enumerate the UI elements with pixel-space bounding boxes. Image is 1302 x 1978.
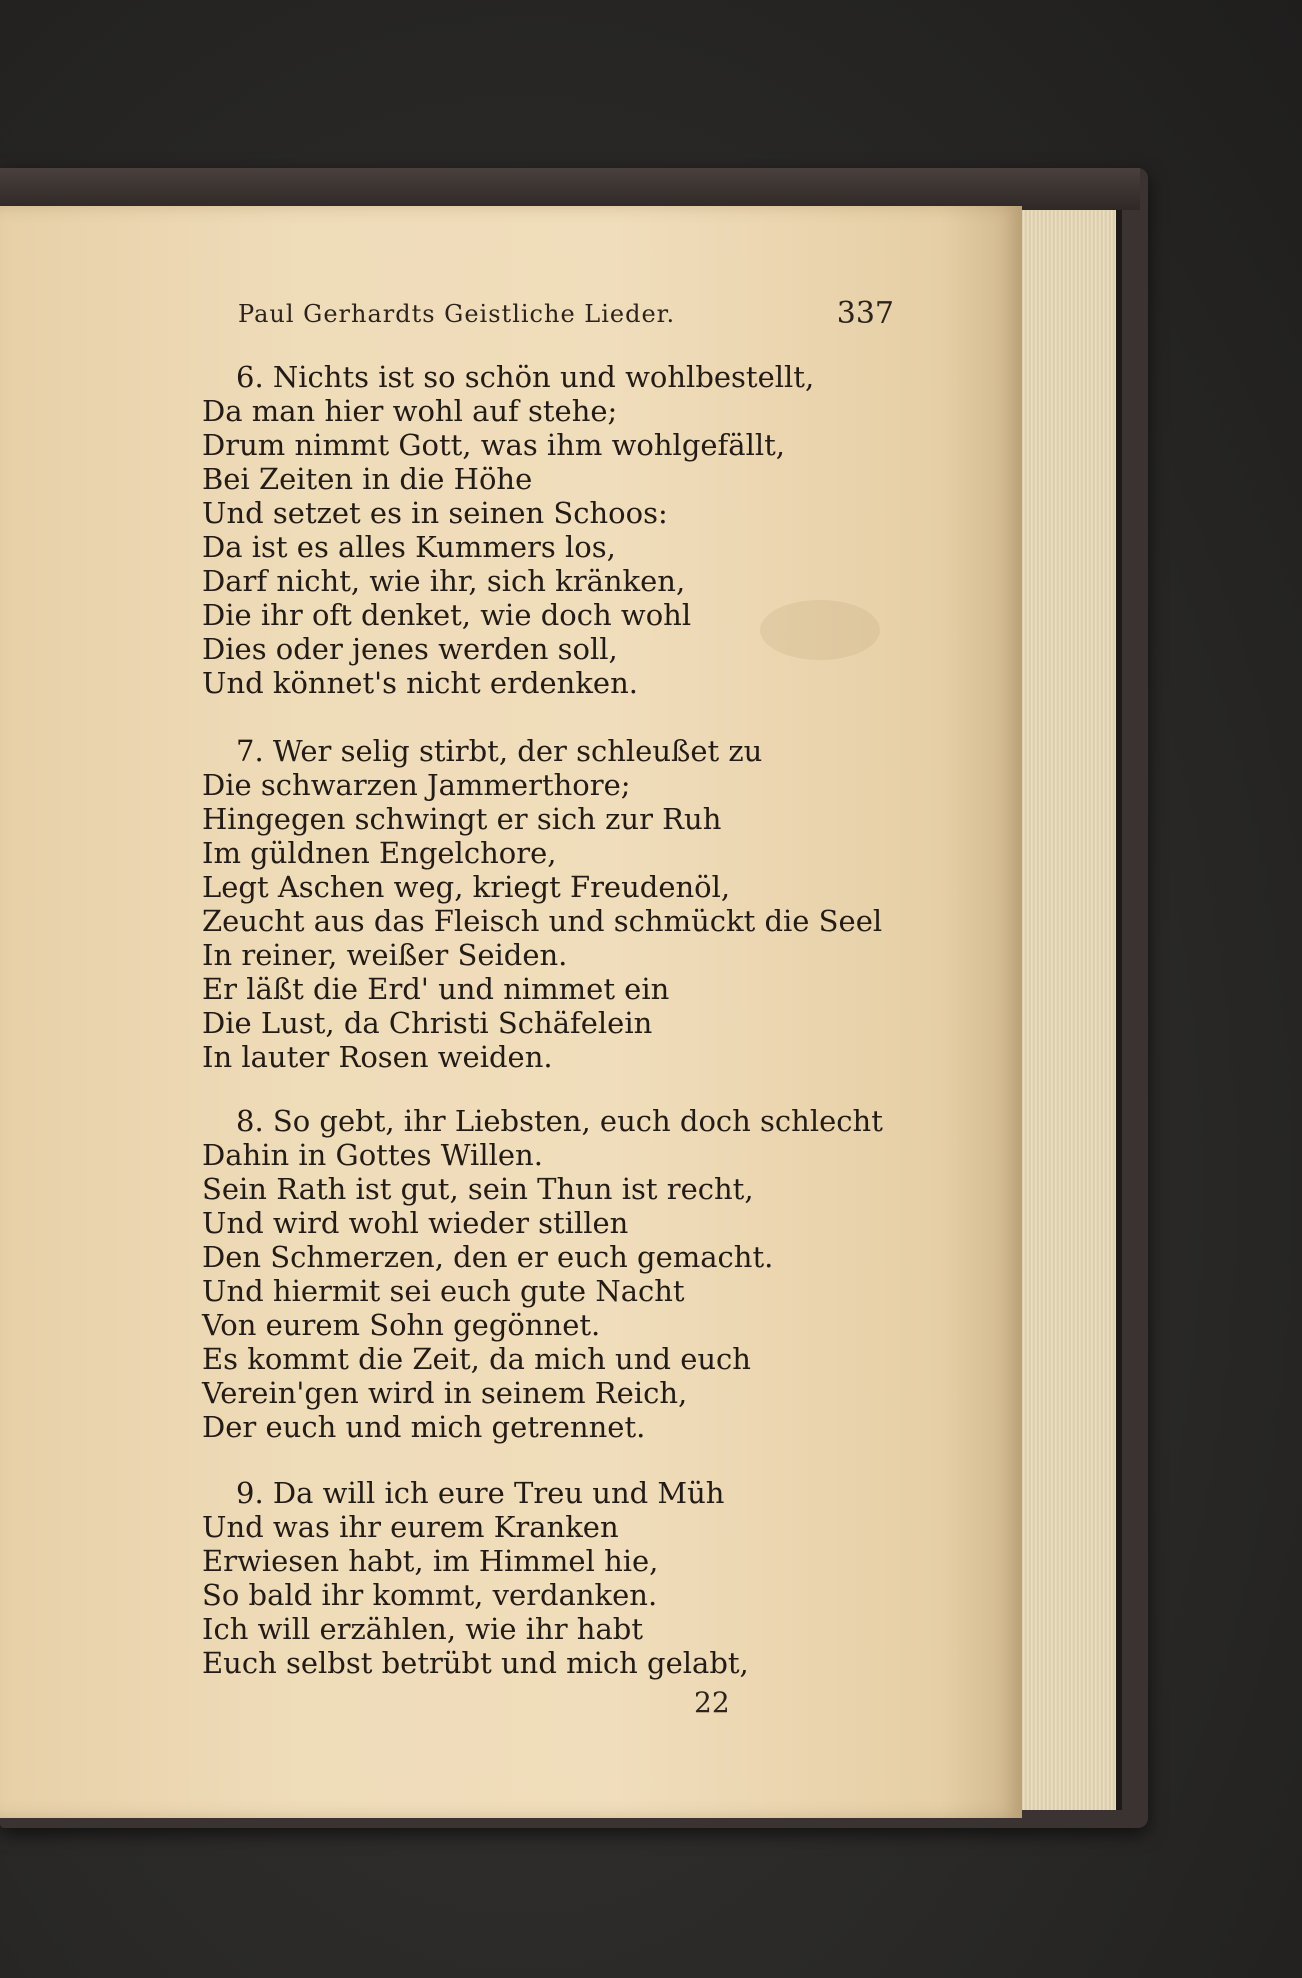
verse-line: In reiner, weißer Seiden.: [202, 938, 568, 972]
verse-line: Legt Aschen weg, kriegt Freudenöl,: [202, 870, 731, 904]
signature-mark: 22: [694, 1686, 730, 1719]
verse-line: Dies oder jenes werden soll,: [202, 632, 618, 666]
verse-line: Und setzet es in seinen Schoos:: [202, 496, 668, 530]
verse-line: 7. Wer selig stirbt, der schleußet zu: [236, 734, 763, 768]
verse-line: Und hiermit sei euch gute Nacht: [202, 1274, 685, 1308]
verse-line: Erwiesen habt, im Himmel hie,: [202, 1544, 659, 1578]
verse-line: Bei Zeiten in die Höhe: [202, 462, 533, 496]
verse-line: Die schwarzen Jammerthore;: [202, 768, 631, 802]
book-cover-top-edge: [0, 168, 1140, 210]
running-header: [238, 296, 894, 340]
verse-line: Dahin in Gottes Willen.: [202, 1138, 543, 1172]
stanza-9: [202, 1476, 882, 1680]
verse-line: Und wird wohl wieder stillen: [202, 1206, 629, 1240]
verse-line: Von eurem Sohn gegönnet.: [202, 1308, 601, 1342]
verse-line: In lauter Rosen weiden.: [202, 1040, 553, 1074]
stanza-7: [202, 734, 882, 1074]
stanza-6: [202, 360, 882, 700]
page-edges: [1020, 210, 1122, 1810]
verse-line: Da man hier wohl auf stehe;: [202, 394, 618, 428]
verse-line: So bald ihr kommt, verdanken.: [202, 1578, 658, 1612]
verse-line: Drum nimmt Gott, was ihm wohlgefällt,: [202, 428, 785, 462]
verse-line: Darf nicht, wie ihr, sich kränken,: [202, 564, 686, 598]
verse-line: Zeucht aus das Fleisch und schmückt die Seel: [202, 904, 883, 938]
verse-line: Und könnet's nicht erdenken.: [202, 666, 638, 700]
verse-line: Da ist es alles Kummers los,: [202, 530, 616, 564]
verse-line: Der euch und mich getrennet.: [202, 1410, 646, 1444]
verse-line: Die ihr oft denket, wie doch wohl: [202, 598, 692, 632]
verse-line: 9. Da will ich eure Treu und Müh: [236, 1476, 725, 1510]
verse-line: 8. So gebt, ihr Liebsten, euch doch schlecht: [236, 1104, 883, 1138]
verse-line: Den Schmerzen, den er euch gemacht.: [202, 1240, 774, 1274]
running-title: Paul Gerhardts Geistliche Lieder.: [238, 300, 676, 328]
verse-line: Hingegen schwingt er sich zur Ruh: [202, 802, 722, 836]
verse-line: Die Lust, da Christi Schäfelein: [202, 1006, 653, 1040]
verse-line: Im güldnen Engelchore,: [202, 836, 557, 870]
verse-line: Er läßt die Erd' und nimmet ein: [202, 972, 670, 1006]
verse-line: Ich will erzählen, wie ihr habt: [202, 1612, 643, 1646]
verse-line: Und was ihr eurem Kranken: [202, 1510, 619, 1544]
verse-line: Sein Rath ist gut, sein Thun ist recht,: [202, 1172, 754, 1206]
verse-line: Es kommt die Zeit, da mich und euch: [202, 1342, 751, 1376]
page-number: 337: [836, 296, 894, 331]
stanza-8: [202, 1104, 882, 1444]
verse-line: Euch selbst betrübt und mich gelabt,: [202, 1646, 749, 1680]
verse-line: Verein'gen wird in seinem Reich,: [202, 1376, 688, 1410]
verse-line: 6. Nichts ist so schön und wohlbestellt,: [236, 360, 815, 394]
